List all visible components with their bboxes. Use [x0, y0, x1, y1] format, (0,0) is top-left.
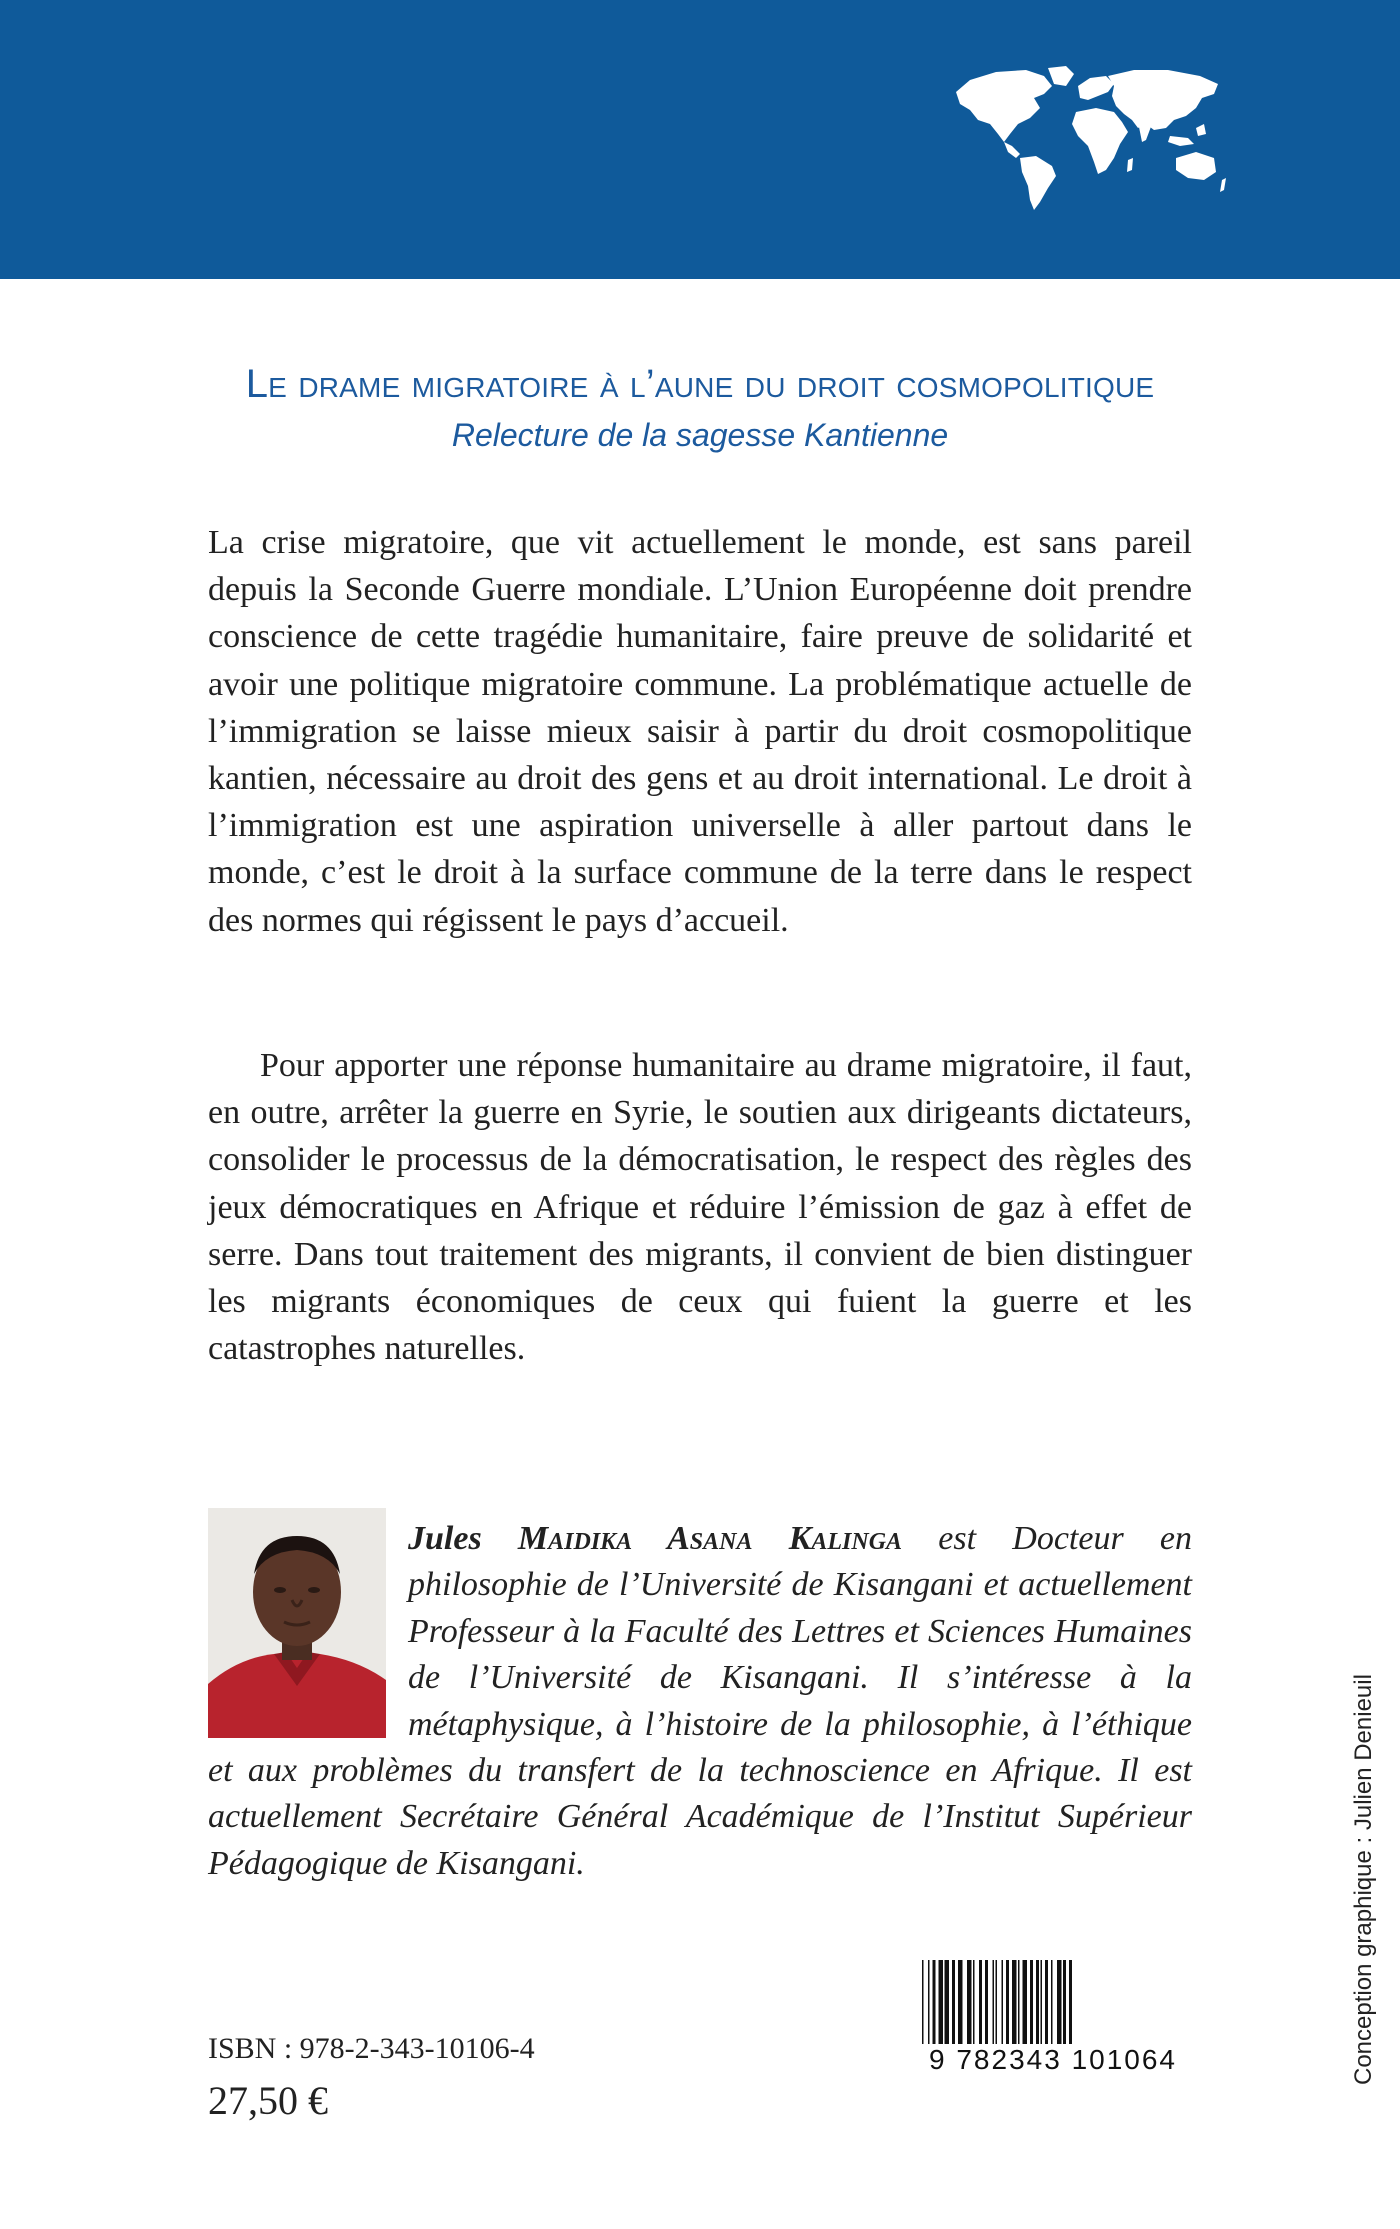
price: 27,50 € [208, 2078, 328, 2123]
author-bio [208, 1516, 1192, 1887]
top-banner [0, 0, 1400, 279]
isbn: ISBN : 978-2-343-10106-4 [208, 2032, 535, 2065]
author-bio-text: est Docteur en philosophie de l’Université de Kisangani et actuellement Professeur à la Faculté des Lettres et Sciences Humaines de l’Université de Kisangani. Il s’intéresse à la métaphysique, à l’histoire de la philosophie, à l’éthique et aux problèmes du transfert de la technoscience en Afrique. Il est actuellement Secrétaire Général Académique de l’Institut Supérieur Pédagogique de Kisangani. [208, 1520, 1192, 1882]
author-first-name: Jules [408, 1520, 482, 1557]
title-block [0, 362, 1400, 454]
book-title: Le drame migratoire à l’aune du droit cosmopolitique [245, 362, 1155, 406]
world-map-icon [948, 62, 1228, 212]
barcode-number: 9 782343 101064 [918, 2044, 1188, 2076]
design-credit: Conception graphique : Julien Denieuil [1350, 1674, 1377, 2085]
book-subtitle: Relecture de la sagesse Kantienne [451, 417, 949, 453]
summary-paragraph-1: La crise migratoire, que vit actuellement le monde, est sans pareil depuis la Seconde Guerre mondiale. L’Union Européenne doit prendre conscience de cette tragédie humanitaire, faire preuve de solidarité et avoir une politique migratoire commune. La problématique actuelle de l’immigration se laisse mieux saisir à partir du droit cosmopolitique kantien, nécessaire au droit des gens et au droit international. Le droit à l’immigration est une aspiration universelle à aller partout dans le monde, c’est le droit à la surface commune de la terre dans le respect des normes qui régissent le pays d’accueil. [208, 524, 1192, 939]
photo-spacer [208, 1516, 408, 1746]
summary-paragraph-2: Pour apporter une réponse humanitaire au drame migratoire, il faut, en outre, arrêter la guerre en Syrie, le soutien aux dirigeants dictateurs, consolider le processus de la démocratisation, le respect des règles des jeux démocratiques en Afrique et réduire l’émission de gaz à effet de serre. Dans tout traitement des migrants, il convient de bien distinguer les migrants économiques de ceux qui fuient la guerre et les catastrophes naturelles. [208, 1047, 1192, 1368]
author-last-name: Maidika Asana Kalinga [517, 1520, 903, 1557]
